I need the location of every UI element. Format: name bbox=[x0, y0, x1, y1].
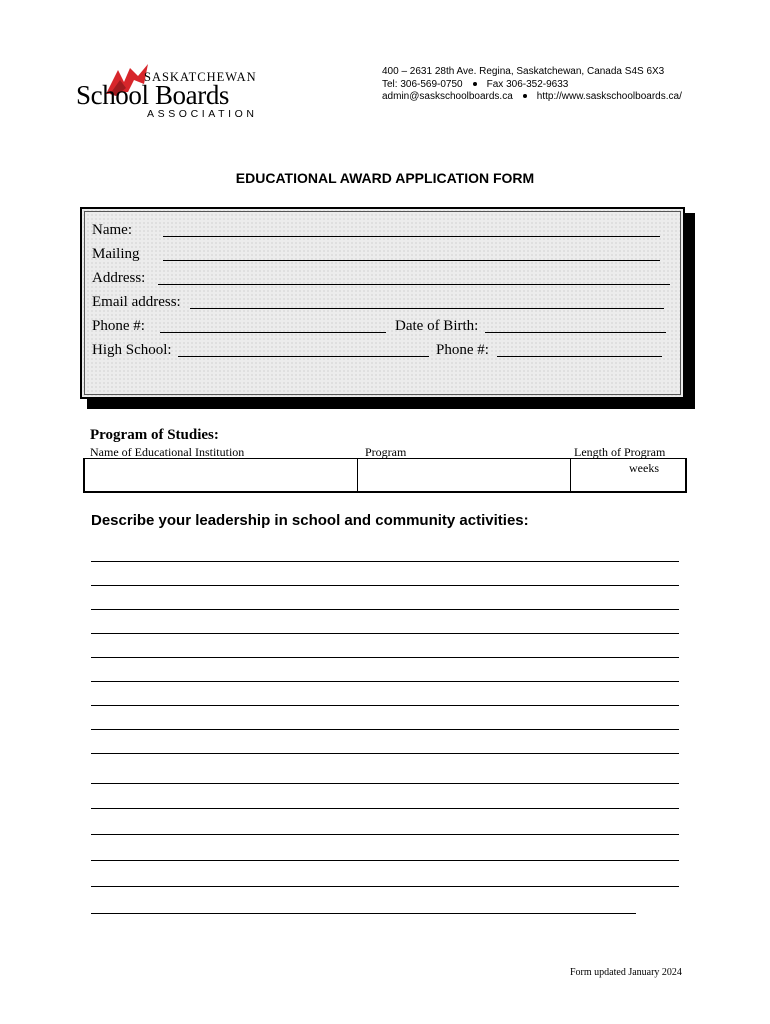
leadership-answer-line[interactable] bbox=[91, 681, 679, 682]
name-field[interactable] bbox=[163, 236, 660, 237]
leadership-answer-line[interactable] bbox=[91, 633, 679, 634]
bullet-icon bbox=[523, 94, 527, 98]
program-table bbox=[83, 458, 687, 493]
leadership-answer-line[interactable] bbox=[91, 783, 679, 784]
high-school-field[interactable] bbox=[178, 356, 429, 357]
phone-field[interactable] bbox=[160, 332, 386, 333]
logo-text-school-boards: School Boards bbox=[76, 80, 230, 110]
weeks-label: weeks bbox=[629, 461, 659, 475]
email-field[interactable] bbox=[190, 308, 664, 309]
leadership-answer-line[interactable] bbox=[91, 834, 679, 835]
logo-text-association: ASSOCIATION bbox=[147, 108, 258, 120]
leadership-answer-line[interactable] bbox=[91, 609, 679, 610]
length-column-header: Length of Program bbox=[574, 445, 666, 459]
org-logo bbox=[76, 60, 276, 124]
leadership-answer-line[interactable] bbox=[91, 561, 679, 562]
program-cell[interactable] bbox=[357, 459, 571, 491]
website-link[interactable]: http://www.saskschoolboards.ca/ bbox=[536, 91, 682, 102]
address-field[interactable] bbox=[158, 284, 670, 285]
leadership-answer-line[interactable] bbox=[91, 705, 679, 706]
leadership-answer-line[interactable] bbox=[91, 729, 679, 730]
phone-fax-line bbox=[382, 79, 682, 92]
email-link[interactable]: admin@saskschoolboards.ca bbox=[382, 91, 513, 102]
leadership-heading: Describe your leadership in school and community activities: bbox=[91, 512, 529, 529]
leadership-answer-line[interactable] bbox=[91, 860, 679, 861]
institution-column-header: Name of Educational Institution bbox=[90, 445, 245, 459]
tel-text: Tel: 306-569-0750 bbox=[382, 78, 463, 90]
phone-label: Phone #: bbox=[92, 318, 145, 334]
email-web-line bbox=[382, 91, 682, 104]
mailing-field[interactable] bbox=[163, 260, 660, 261]
leadership-answer-line[interactable] bbox=[91, 913, 636, 914]
length-cell[interactable] bbox=[570, 459, 685, 491]
email-label: Email address: bbox=[92, 294, 181, 310]
contact-block bbox=[382, 66, 682, 104]
dob-field[interactable] bbox=[485, 332, 666, 333]
program-heading: Program of Studies: bbox=[90, 427, 219, 443]
program-column-header: Program bbox=[365, 445, 407, 459]
leadership-answer-line[interactable] bbox=[91, 753, 679, 754]
school-phone-field[interactable] bbox=[497, 356, 662, 357]
address-line: 400 – 2631 28th Ave. Regina, Saskatchewan, Canada S4S 6X3 bbox=[382, 66, 665, 77]
form-updated-footer: Form updated January 2024 bbox=[570, 967, 682, 978]
fax-text: Fax 306-352-9633 bbox=[486, 78, 569, 90]
logo-text-saskatchewan: SASKATCHEWAN bbox=[144, 70, 257, 84]
leadership-answer-line[interactable] bbox=[91, 585, 679, 586]
mailing-label: Mailing bbox=[92, 246, 140, 262]
institution-cell[interactable] bbox=[85, 459, 358, 491]
leadership-answer-line[interactable] bbox=[91, 657, 679, 658]
leadership-answer-line[interactable] bbox=[91, 808, 679, 809]
dob-label: Date of Birth: bbox=[395, 318, 479, 334]
name-label: Name: bbox=[92, 222, 132, 238]
leadership-answer-line[interactable] bbox=[91, 886, 679, 887]
address-label: Address: bbox=[92, 270, 146, 286]
high-school-label: High School: bbox=[92, 342, 172, 358]
bullet-icon bbox=[473, 82, 477, 86]
school-phone-label: Phone #: bbox=[436, 342, 489, 358]
form-title: EDUCATIONAL AWARD APPLICATION FORM bbox=[235, 170, 535, 186]
